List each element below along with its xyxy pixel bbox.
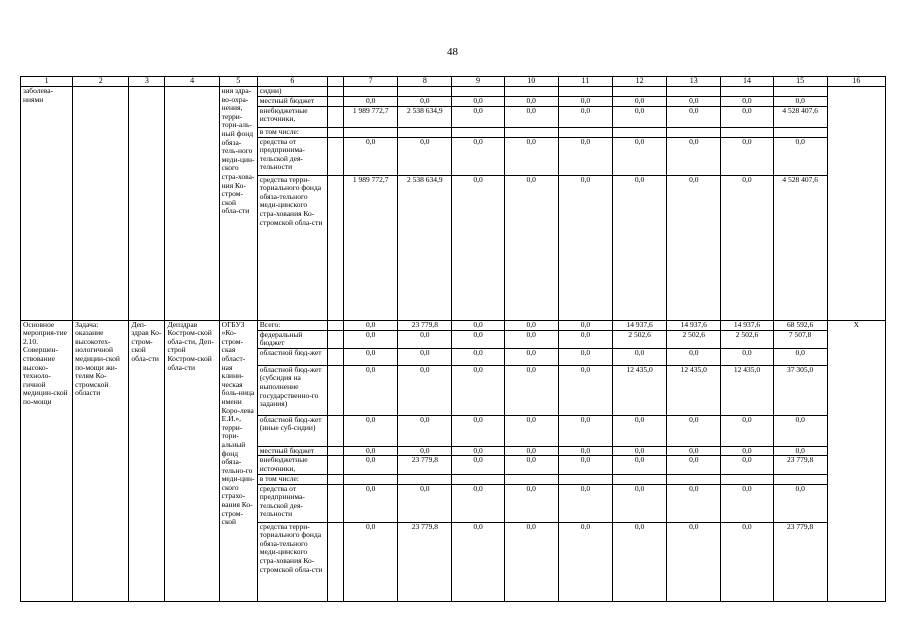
cell-value: 0,0 (613, 106, 667, 127)
cell-value: 0,0 (721, 446, 773, 456)
cell-value: 0,0 (773, 415, 827, 446)
header-col-7 (328, 77, 344, 87)
cell-value: 0,0 (667, 137, 721, 175)
cell-value: 12 435,0 (613, 365, 667, 415)
cell-responsible (129, 87, 165, 321)
cell-value: 1 989 772,7 (344, 175, 398, 320)
cell-value: 14 937,6 (667, 320, 721, 330)
cell-value: 0,0 (721, 415, 773, 446)
cell-value: 0,0 (613, 348, 667, 365)
cell-value: 0,0 (452, 106, 504, 127)
cell-value: 0,0 (344, 320, 398, 330)
cell-value (504, 474, 558, 484)
cell-value (721, 87, 773, 97)
cell-value: 0,0 (667, 522, 721, 601)
cell-value: 7 507,8 (773, 330, 827, 348)
cell-value: 0,0 (558, 330, 612, 348)
cell-value: 0,0 (504, 348, 558, 365)
cell-value: 0,0 (613, 175, 667, 320)
cell-spacer (328, 522, 344, 601)
cell-funding-source: средства от предпринима-тельской дея-тельности (257, 137, 327, 175)
cell-value: 0,0 (773, 96, 827, 106)
cell-value (344, 474, 398, 484)
cell-value: 0,0 (721, 348, 773, 365)
cell-value: 0,0 (344, 365, 398, 415)
cell-funding-source: внебюджетные источники, (257, 106, 327, 127)
header-row (21, 77, 886, 87)
cell-value (558, 87, 612, 97)
cell-value: 68 592,6 (773, 320, 827, 330)
cell-spacer (328, 320, 344, 330)
cell-value: 0,0 (398, 446, 452, 456)
cell-measure-name: Основное мероприя-тие 2.10. Совершен-ствование высоко-техноло-гичной медицин-ской по-мощи (21, 320, 73, 601)
cell-value: 0,0 (667, 446, 721, 456)
cell-value: 0,0 (667, 175, 721, 320)
cell-value: 0,0 (773, 446, 827, 456)
cell-value: 0,0 (667, 415, 721, 446)
cell-value (721, 474, 773, 484)
cell-value: 12 435,0 (667, 365, 721, 415)
cell-value: 0,0 (667, 106, 721, 127)
cell-value: 0,0 (667, 348, 721, 365)
cell-value (558, 127, 612, 137)
cell-value (721, 127, 773, 137)
header-col-15: 14 (721, 77, 773, 87)
table-row (21, 320, 886, 330)
cell-participants: ОГБУЗ «Ко-стром-ская област-ная клини-ческая боль-ница имени Коро-лева Е.И.», терри-тори-альный фонд обяза-тельно-го меди-цин-ского страхо-вания Ко-стром-ской (219, 320, 257, 601)
cell-funding-source: в том числе: (257, 127, 327, 137)
cell-value: 0,0 (504, 522, 558, 601)
cell-value: 0,0 (398, 96, 452, 106)
cell-value: 23 779,8 (398, 456, 452, 474)
cell-value: 0,0 (721, 137, 773, 175)
cell-value: 0,0 (667, 456, 721, 474)
header-col-9: 8 (398, 77, 452, 87)
cell-value: 0,0 (398, 365, 452, 415)
cell-value: 1 989 772,7 (344, 106, 398, 127)
cell-value (773, 127, 827, 137)
cell-value: 23 779,8 (773, 522, 827, 601)
cell-value: 0,0 (344, 330, 398, 348)
cell-task (73, 87, 129, 321)
header-col-8: 7 (344, 77, 398, 87)
cell-value: 0,0 (558, 446, 612, 456)
cell-funding-source: областной бюд-жет (субсидия на выполнение государственно-го задания) (257, 365, 327, 415)
cell-spacer (328, 87, 344, 97)
cell-value: 0,0 (452, 175, 504, 320)
cell-value (452, 87, 504, 97)
cell-spacer (328, 137, 344, 175)
cell-spacer (328, 127, 344, 137)
cell-value (504, 127, 558, 137)
cell-funding-source: Всего: (257, 320, 327, 330)
header-col-16: 15 (773, 77, 827, 87)
cell-value (398, 87, 452, 97)
cell-value: 0,0 (452, 96, 504, 106)
cell-value: 0,0 (504, 320, 558, 330)
cell-value: 0,0 (558, 365, 612, 415)
cell-value: 0,0 (452, 415, 504, 446)
cell-value (558, 474, 612, 484)
cell-value: 0,0 (452, 522, 504, 601)
cell-value (667, 474, 721, 484)
header-col-10: 9 (452, 77, 504, 87)
cell-value (773, 474, 827, 484)
cell-value (452, 474, 504, 484)
header-col-12: 11 (558, 77, 612, 87)
cell-task: Задача: оказание высокотех-нологичной медицин-ской по-мощи жи-телям Ко-стромской области (73, 320, 129, 601)
cell-value (398, 474, 452, 484)
cell-value: 0,0 (504, 456, 558, 474)
cell-value (773, 87, 827, 97)
cell-spacer (328, 446, 344, 456)
cell-value: 2 502,6 (613, 330, 667, 348)
cell-value: 0,0 (667, 96, 721, 106)
cell-value: 0,0 (344, 522, 398, 601)
cell-spacer (328, 330, 344, 348)
cell-funding-source: областной бюд-жет (иные суб-сидии) (257, 415, 327, 446)
cell-value: 0,0 (398, 484, 452, 522)
cell-funding-source: средства от предпринима-тельской дея-тельности (257, 484, 327, 522)
cell-value: 0,0 (558, 137, 612, 175)
page-number: 48 (447, 46, 458, 58)
cell-spacer (328, 348, 344, 365)
cell-funding-source: в том числе: (257, 474, 327, 484)
cell-value: 0,0 (721, 175, 773, 320)
cell-value: 0,0 (344, 446, 398, 456)
cell-value: 0,0 (613, 415, 667, 446)
cell-value (398, 127, 452, 137)
cell-value: 4 528 407,6 (773, 175, 827, 320)
cell-value: 0,0 (613, 446, 667, 456)
cell-value: 0,0 (398, 330, 452, 348)
cell-spacer (328, 175, 344, 320)
cell-coexecutors (165, 87, 219, 321)
cell-funding-source: средства терри-ториального фонда обяза-тельного меди-цинского стра-хования Ко-стромской обла-сти (257, 522, 327, 601)
cell-value: 0,0 (613, 484, 667, 522)
cell-spacer (328, 106, 344, 127)
cell-value: 0,0 (398, 348, 452, 365)
header-col-11: 10 (504, 77, 558, 87)
cell-value: 0,0 (558, 320, 612, 330)
cell-value: 0,0 (773, 137, 827, 175)
cell-value: 14 937,6 (613, 320, 667, 330)
header-col-13: 12 (613, 77, 667, 87)
cell-value (504, 87, 558, 97)
cell-value (667, 87, 721, 97)
cell-value: 14 937,6 (721, 320, 773, 330)
cell-value: 23 779,8 (398, 522, 452, 601)
cell-value: 0,0 (452, 456, 504, 474)
cell-spacer (328, 415, 344, 446)
cell-value: 0,0 (558, 522, 612, 601)
cell-value: 2 502,6 (721, 330, 773, 348)
cell-value: 0,0 (344, 484, 398, 522)
cell-value: 0,0 (613, 137, 667, 175)
cell-value: 0,0 (721, 484, 773, 522)
header-col-3: 3 (129, 77, 165, 87)
cell-value: 0,0 (773, 348, 827, 365)
cell-spacer (328, 456, 344, 474)
cell-value: 0,0 (504, 96, 558, 106)
cell-value: 0,0 (504, 330, 558, 348)
cell-value: 0,0 (558, 484, 612, 522)
cell-value: 0,0 (452, 484, 504, 522)
cell-value: 0,0 (504, 484, 558, 522)
cell-value: 0,0 (558, 175, 612, 320)
cell-value: 0,0 (452, 348, 504, 365)
cell-value: 0,0 (344, 96, 398, 106)
cell-value: 0,0 (613, 456, 667, 474)
table-row (21, 87, 886, 97)
cell-funding-source: областной бюд-жет (257, 348, 327, 365)
cell-value: 0,0 (344, 456, 398, 474)
cell-value: 2 538 634,9 (398, 175, 452, 320)
cell-funding-source: сидии) (257, 87, 327, 97)
cell-coexecutors: Депздрав Костром-ской обла-сти, Деп-строй Костром-ской обла-сти (165, 320, 219, 601)
cell-value: 0,0 (721, 106, 773, 127)
cell-value: 0,0 (558, 96, 612, 106)
cell-value: 0,0 (398, 415, 452, 446)
cell-value: 2 502,6 (667, 330, 721, 348)
cell-value: 0,0 (344, 348, 398, 365)
cell-funding-source: местный бюджет (257, 446, 327, 456)
cell-spacer (328, 365, 344, 415)
header-col-5: 5 (219, 77, 257, 87)
cell-participants: ния здра-во-охра-нения, терри-тори-аль-ный фонд обяза-тель-ного меди-цин-ского стра-хова-ния Ко-стром-ской обла-сти (219, 87, 257, 321)
cell-value: 0,0 (721, 96, 773, 106)
cell-value: 0,0 (504, 137, 558, 175)
cell-value (613, 87, 667, 97)
cell-value (613, 474, 667, 484)
cell-value: 0,0 (504, 365, 558, 415)
cell-value: 0,0 (721, 456, 773, 474)
cell-value: 0,0 (721, 522, 773, 601)
cell-funding-source: местный бюджет (257, 96, 327, 106)
cell-value: 0,0 (452, 330, 504, 348)
cell-value: 0,0 (452, 137, 504, 175)
cell-value: 4 528 407,6 (773, 106, 827, 127)
budget-table (20, 76, 886, 602)
cell-value: 12 435,0 (721, 365, 773, 415)
cell-value: 23 779,8 (398, 320, 452, 330)
cell-value: 37 305,0 (773, 365, 827, 415)
header-col-1: 1 (21, 77, 73, 87)
cell-value (667, 127, 721, 137)
cell-spacer (328, 96, 344, 106)
cell-value: 0,0 (344, 415, 398, 446)
cell-value: 0,0 (613, 522, 667, 601)
cell-value: 2 538 634,9 (398, 106, 452, 127)
cell-value: 0,0 (773, 484, 827, 522)
cell-value: 0,0 (452, 446, 504, 456)
header-col-4: 4 (165, 77, 219, 87)
header-col-6: 6 (257, 77, 327, 87)
cell-value: 0,0 (452, 365, 504, 415)
cell-spacer (328, 484, 344, 522)
cell-value: 0,0 (667, 484, 721, 522)
cell-funding-source: внебюджетные источники, (257, 456, 327, 474)
cell-value: 0,0 (558, 415, 612, 446)
cell-value: 0,0 (504, 415, 558, 446)
header-col-17: 16 (827, 77, 885, 87)
cell-funding-source: средства терри-ториального фонда обяза-тельного меди-цинского стра-хования Ко-стромской обла-сти (257, 175, 327, 320)
cell-value: 0,0 (452, 320, 504, 330)
cell-value: 0,0 (398, 137, 452, 175)
header-col-14: 13 (667, 77, 721, 87)
cell-value (344, 127, 398, 137)
cell-value: 0,0 (613, 96, 667, 106)
cell-value: 0,0 (504, 106, 558, 127)
cell-value: 0,0 (558, 106, 612, 127)
cell-funding-source: федеральный бюджет (257, 330, 327, 348)
cell-value (452, 127, 504, 137)
cell-measure-name: заболева-ниями (21, 87, 73, 321)
cell-value: 0,0 (558, 456, 612, 474)
cell-value (344, 87, 398, 97)
cell-value: 0,0 (504, 175, 558, 320)
cell-value: 0,0 (344, 137, 398, 175)
cell-value (613, 127, 667, 137)
cell-result: Х (827, 320, 885, 601)
cell-result (827, 87, 885, 321)
cell-value: 23 779,8 (773, 456, 827, 474)
header-col-2: 2 (73, 77, 129, 87)
cell-spacer (328, 474, 344, 484)
cell-responsible: Деп-здрав Ко-стром-ской обла-сти (129, 320, 165, 601)
cell-value: 0,0 (558, 348, 612, 365)
cell-value: 0,0 (504, 446, 558, 456)
